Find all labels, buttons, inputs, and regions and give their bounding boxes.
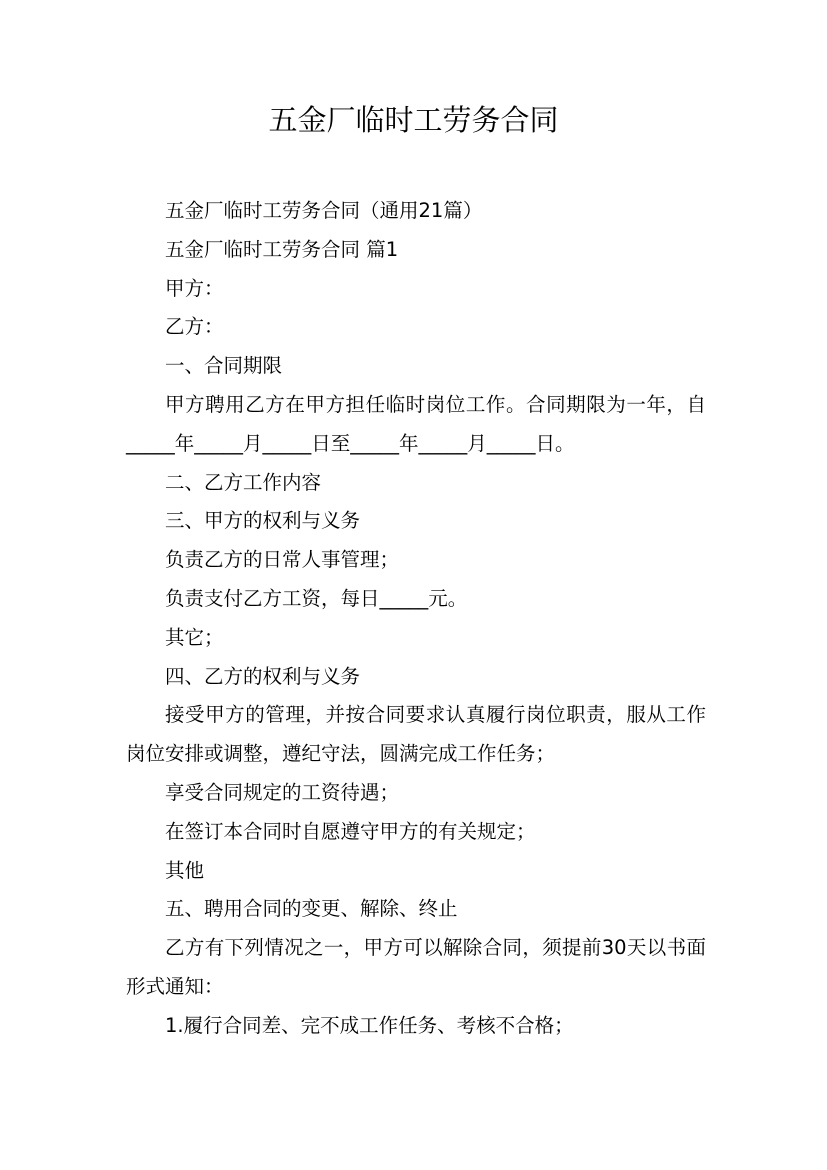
section-heading-change-termination: 五、聘用合同的变更、解除、终止 — [165, 897, 458, 921]
document-body — [126, 192, 706, 1046]
paragraph-accept-management: 接受甲方的管理，并按合同要求认真履行岗位职责，服从工作岗位安排或调整，遵纪守法，圆满完成工作任务； — [126, 703, 706, 766]
section-heading-party-a-rights: 三、甲方的权利与义务 — [165, 509, 361, 533]
paragraph-wage-treatment: 享受合同规定的工资待遇； — [165, 780, 400, 804]
section-heading-term: 一、合同期限 — [165, 354, 283, 378]
paragraph-article-heading: 五金厂临时工劳务合同 篇1 — [165, 237, 399, 261]
paragraph-party-a: 甲方： — [165, 276, 224, 300]
paragraph-personnel-management: 负责乙方的日常人事管理； — [165, 548, 400, 572]
paragraph-term-detail: 甲方聘用乙方在甲方担任临时岗位工作。合同期限为一年，自_____年_____月_____日至_____年_____月_____日。 — [126, 392, 706, 455]
paragraph-comply-rules: 在签订本合同时自愿遵守甲方的有关规定； — [165, 819, 536, 843]
list-item-poor-performance: 1.履行合同差、完不成工作任务、考核不合格； — [165, 1013, 574, 1037]
paragraph-collection-heading: 五金厂临时工劳务合同（通用21篇） — [165, 199, 483, 222]
section-heading-party-b-rights: 四、乙方的权利与义务 — [165, 664, 361, 688]
paragraph-daily-wage: 负责支付乙方工资，每日_____元。 — [165, 586, 468, 610]
document-title: 五金厂临时工劳务合同 — [268, 103, 559, 137]
section-heading-work-content: 二、乙方工作内容 — [165, 470, 322, 494]
paragraph-other-b: 其他 — [165, 858, 205, 882]
paragraph-party-b: 乙方： — [165, 315, 224, 339]
paragraph-other-a: 其它； — [165, 625, 224, 649]
paragraph-termination-notice: 乙方有下列情况之一，甲方可以解除合同，须提前30天以书面形式通知： — [126, 936, 706, 998]
